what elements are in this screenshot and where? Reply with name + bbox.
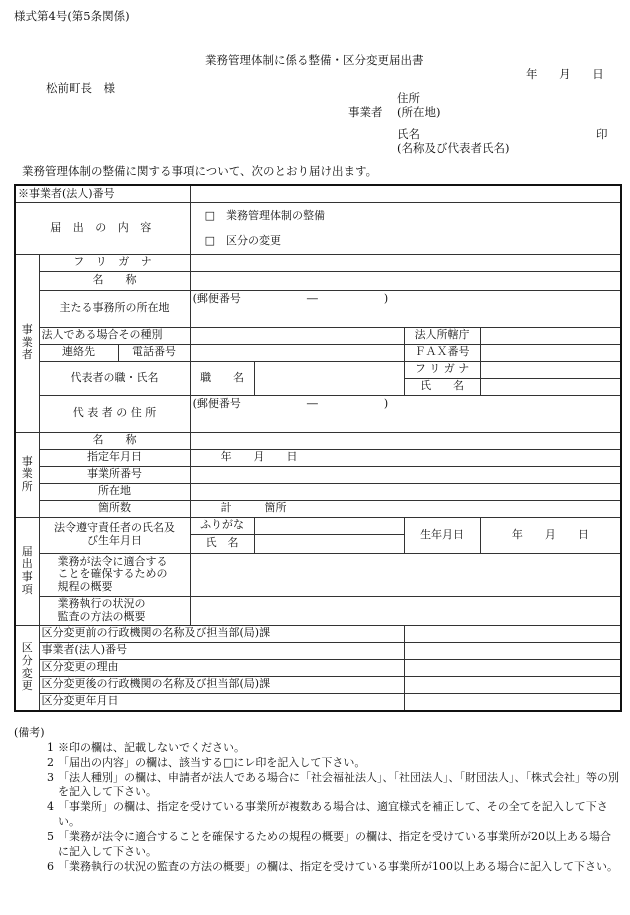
change-reason-field[interactable] bbox=[404, 659, 621, 676]
intro-text: 業務管理体制の整備に関する事項について、次のとおり届け出ます。 bbox=[22, 164, 378, 178]
officer-furigana-field[interactable] bbox=[254, 517, 404, 534]
office-count-field[interactable]: 計 箇所 bbox=[190, 500, 621, 517]
note-item: 5 「業務が法令に適合することを確保するための規程の概要」の欄は、指定を受けている事業所が20以上ある場合に記入して下さい。 bbox=[47, 829, 611, 858]
notification-options bbox=[190, 203, 621, 255]
office-count-label: 箇所数 bbox=[39, 500, 190, 517]
notes-section bbox=[14, 726, 620, 874]
office-name-label: 名 称 bbox=[39, 432, 190, 449]
corp-authority-field[interactable] bbox=[480, 327, 621, 344]
operator-number2-field[interactable] bbox=[404, 642, 621, 659]
rep-address-field[interactable] bbox=[190, 395, 621, 432]
main-office-label: 主たる事務所の所在地 bbox=[39, 290, 190, 327]
section-todokede: 届 出 事 項 bbox=[15, 517, 39, 625]
phone-field[interactable] bbox=[190, 344, 404, 361]
rep-address-label: 代 表 者 の 住 所 bbox=[39, 395, 190, 432]
note-item: 3 「法人種別」の欄は、申請者が法人である場合に「社会福祉法人」、「社団法人」、「財団法人」、「株式会社」等の別を記入して下さい。 bbox=[47, 770, 619, 799]
audit-method-label: 業務執行の状況の監査の方法の概要 bbox=[39, 596, 190, 625]
phone-label: 電話番号 bbox=[118, 344, 190, 361]
prev-agency-field[interactable] bbox=[404, 625, 621, 642]
position-label: 職 名 bbox=[190, 361, 254, 395]
designation-date-field[interactable]: 年 月 日 bbox=[190, 449, 621, 466]
prev-agency-label: 区分変更前の行政機関の名称及び担当部(局)課 bbox=[39, 625, 404, 642]
furigana-field[interactable] bbox=[190, 254, 621, 271]
audit-method-field[interactable] bbox=[190, 596, 621, 625]
new-agency-field[interactable] bbox=[404, 676, 621, 693]
operator-number2-label: 事業者(法人)番号 bbox=[39, 642, 404, 659]
postal-code-text: (郵便番号 ― ) bbox=[192, 291, 389, 305]
note-item: 4 「事業所」の欄は、指定を受けている事業所が複数ある場合は、適宜様式を補正して、その全てを記入して下さい。 bbox=[47, 800, 608, 829]
change-date-field[interactable] bbox=[404, 693, 621, 711]
applicant-label: 事業者 bbox=[348, 105, 383, 119]
designation-date-label: 指定年月日 bbox=[39, 449, 190, 466]
section-jigyosha: 事 業 者 bbox=[15, 254, 39, 432]
seal-mark: 印 bbox=[596, 127, 608, 141]
option-change-checkbox[interactable]: □ 区分の変更 bbox=[204, 234, 281, 248]
date-line: 年 月 日 bbox=[526, 67, 604, 81]
address-sub: (所在地) bbox=[397, 105, 441, 119]
note-item: 6 「業務執行の状況の監査の方法の概要」の欄は、指定を受けている事業所が100以上ある場合に記入して下さい。 bbox=[47, 859, 618, 873]
office-name-field[interactable] bbox=[190, 432, 621, 449]
officer-name-field[interactable] bbox=[254, 534, 404, 553]
operator-number-label: ※事業者(法人)番号 bbox=[15, 185, 190, 203]
furigana3-label: ふりがな bbox=[190, 517, 254, 534]
change-date-label: 区分変更年月日 bbox=[39, 693, 404, 711]
contact-label: 連絡先 bbox=[39, 344, 118, 361]
change-reason-label: 区分変更の理由 bbox=[39, 659, 404, 676]
furigana-label: フ リ ガ ナ bbox=[39, 254, 190, 271]
form-title: 業務管理体制に係る整備・区分変更届出書 bbox=[205, 53, 424, 67]
note-item: 1 ※印の欄は、記載しないでください。 bbox=[47, 740, 245, 754]
main-office-field[interactable] bbox=[190, 290, 621, 327]
operator-number-field[interactable] bbox=[190, 185, 621, 203]
new-agency-label: 区分変更後の行政機関の名称及び担当部(局)課 bbox=[39, 676, 404, 693]
name-label-cell: 名 称 bbox=[39, 271, 190, 290]
compliance-rules-field[interactable] bbox=[190, 553, 621, 596]
option-maintain-checkbox[interactable]: □ 業務管理体制の整備 bbox=[204, 209, 325, 222]
fax-label: ＦＡＸ番号 bbox=[404, 344, 480, 361]
compliance-officer-label: 法令遵守責任者の氏名及び生年月日 bbox=[39, 517, 190, 553]
corp-type-field[interactable] bbox=[190, 327, 404, 344]
fax-field[interactable] bbox=[480, 344, 621, 361]
office-location-field[interactable] bbox=[190, 483, 621, 500]
postal-code-text-2: (郵便番号 ― ) bbox=[192, 396, 389, 410]
corp-type-label: 法人である場合その種別 bbox=[39, 327, 190, 344]
office-location-label: 所在地 bbox=[39, 483, 190, 500]
note-item: 2 「届出の内容」の欄は、該当する□にレ印を記入して下さい。 bbox=[47, 755, 366, 769]
notification-content-row bbox=[15, 203, 621, 255]
corp-authority-label: 法人所轄庁 bbox=[404, 327, 480, 344]
birth-date-label: 生年月日 bbox=[404, 517, 480, 553]
notification-content-label: 届 出 の 内 容 bbox=[15, 203, 190, 255]
operator-number-row bbox=[15, 185, 621, 203]
position-field[interactable] bbox=[254, 361, 404, 395]
notification-form-table bbox=[14, 184, 622, 712]
office-number-label: 事業所番号 bbox=[39, 466, 190, 483]
notes-heading: (備考) bbox=[14, 726, 45, 739]
form-number: 様式第4号(第5条関係) bbox=[14, 9, 130, 23]
rep-title-name-label: 代表者の職・氏名 bbox=[39, 361, 190, 395]
name-field[interactable] bbox=[190, 271, 621, 290]
name-sub: (名称及び代表者氏名) bbox=[397, 141, 510, 155]
section-jigyosho: 事 業 所 bbox=[15, 432, 39, 517]
person-name-label: 氏 名 bbox=[404, 378, 480, 395]
birth-date-field[interactable]: 年 月 日 bbox=[480, 517, 621, 553]
compliance-rules-label: 業務が法令に適合することを確保するための規程の概要 bbox=[39, 553, 190, 596]
office-number-field[interactable] bbox=[190, 466, 621, 483]
person-name2-label: 氏 名 bbox=[190, 534, 254, 553]
address-label: 住所 bbox=[397, 91, 420, 105]
rep-furigana-field[interactable] bbox=[480, 361, 621, 378]
addressee: 松前町長 様 bbox=[46, 81, 115, 95]
furigana2-label: フ リ ガ ナ bbox=[404, 361, 480, 378]
name-label: 氏名 bbox=[397, 127, 420, 141]
rep-name-field[interactable] bbox=[480, 378, 621, 395]
section-kubun: 区 分 変 更 bbox=[15, 625, 39, 711]
